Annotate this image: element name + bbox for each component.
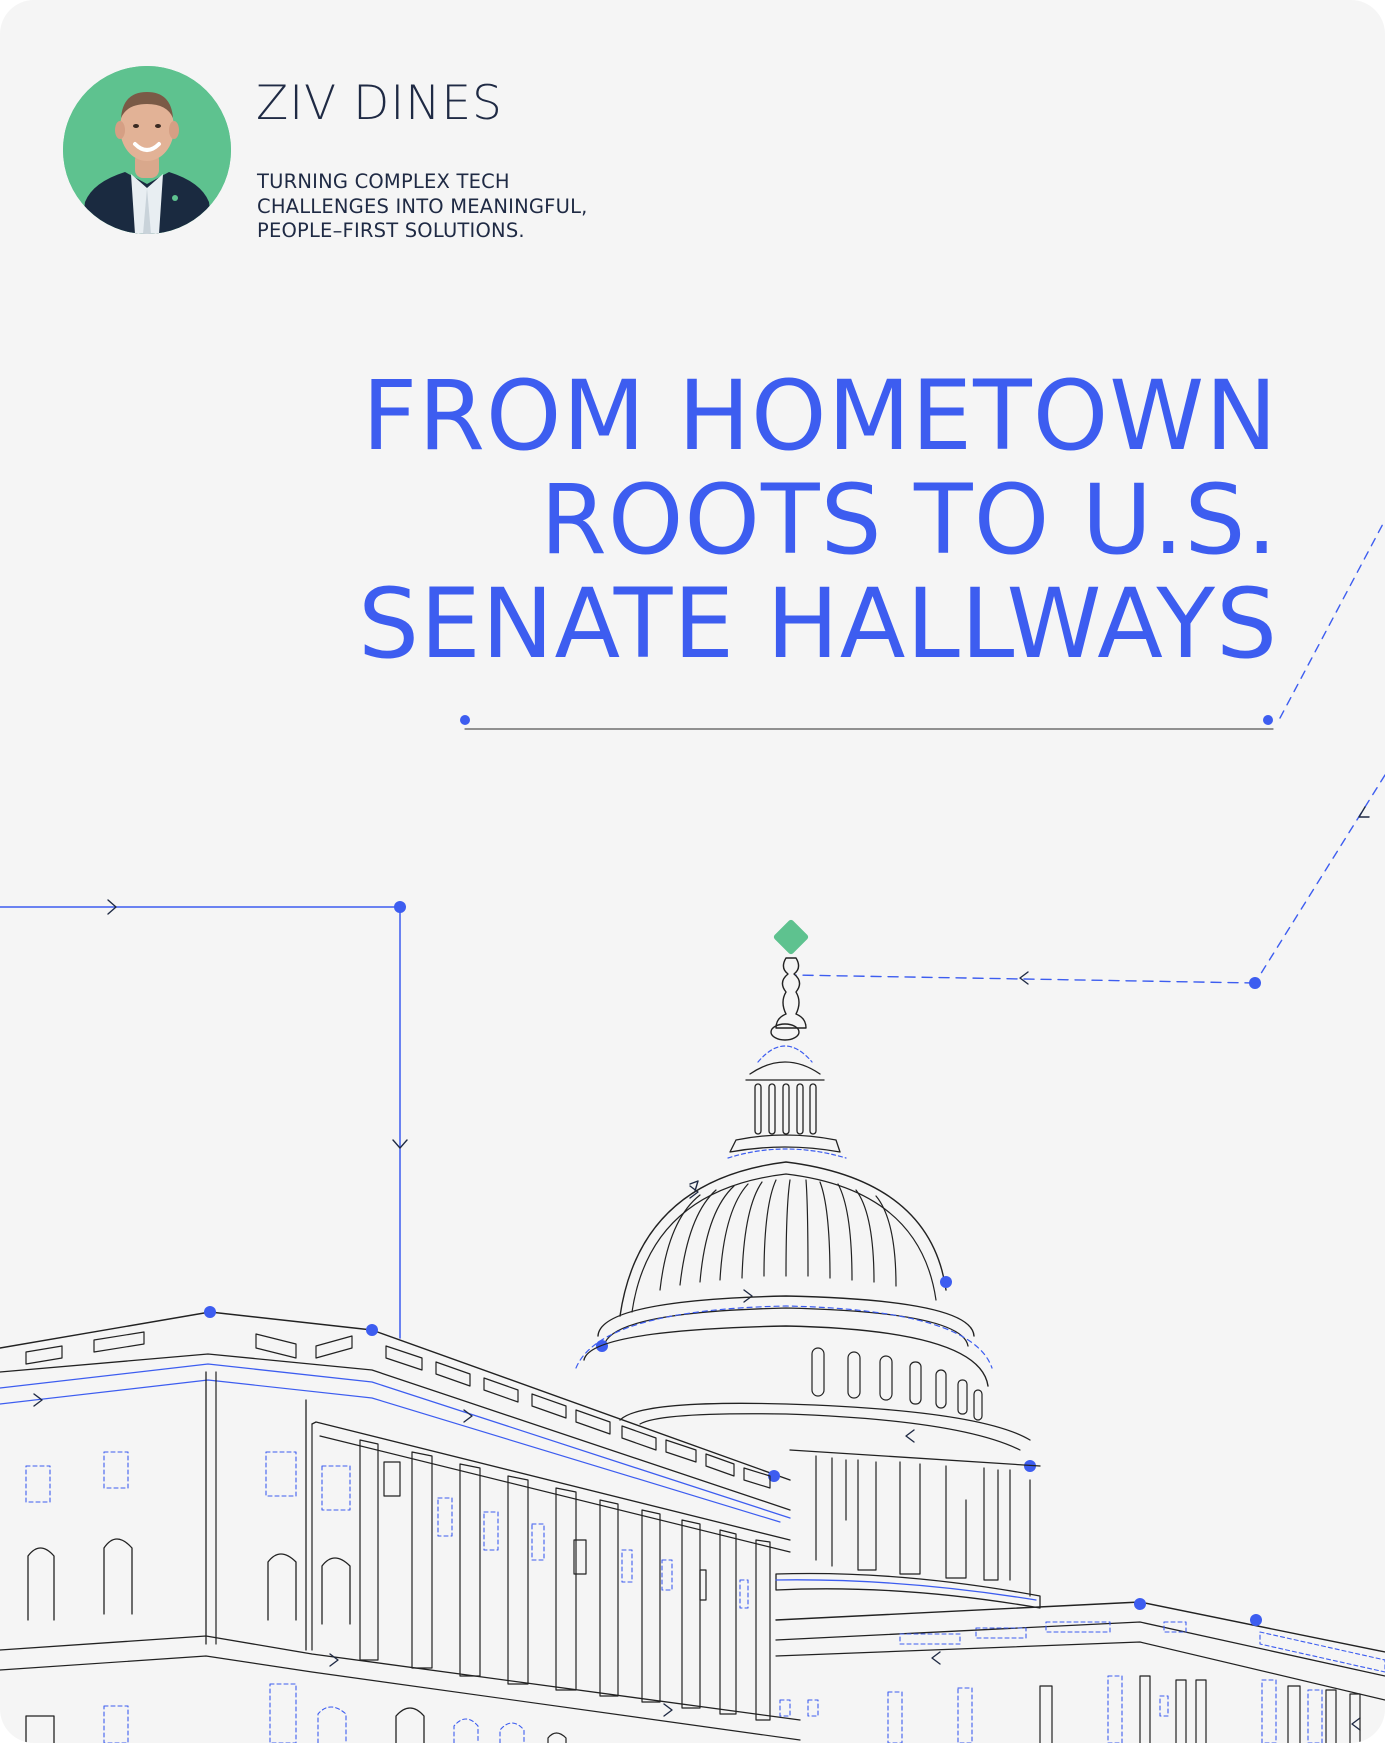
author-name: ZIV DINES xyxy=(256,76,503,131)
tagline-line: CHALLENGES INTO MEANINGFUL, xyxy=(257,194,588,218)
statue-marker xyxy=(773,919,810,956)
connector-dot xyxy=(940,1276,952,1288)
tagline-line: TURNING COMPLEX TECH xyxy=(257,170,510,193)
connector-dot xyxy=(460,715,470,725)
connector-dot xyxy=(596,1340,608,1352)
connector-dot xyxy=(1134,1598,1146,1610)
connector-dot xyxy=(204,1306,216,1318)
headline-line: ROOTS TO U.S. xyxy=(540,464,1278,576)
connector-dot xyxy=(366,1324,378,1336)
connector-dot xyxy=(394,901,406,913)
connector-dot xyxy=(1263,715,1273,725)
connector-dot xyxy=(1250,1614,1262,1626)
tagline-line: PEOPLE–FIRST SOLUTIONS. xyxy=(257,219,525,242)
headline-line: SENATE HALLWAYS xyxy=(358,568,1278,680)
headline-line: FROM HOMETOWN xyxy=(362,360,1278,472)
